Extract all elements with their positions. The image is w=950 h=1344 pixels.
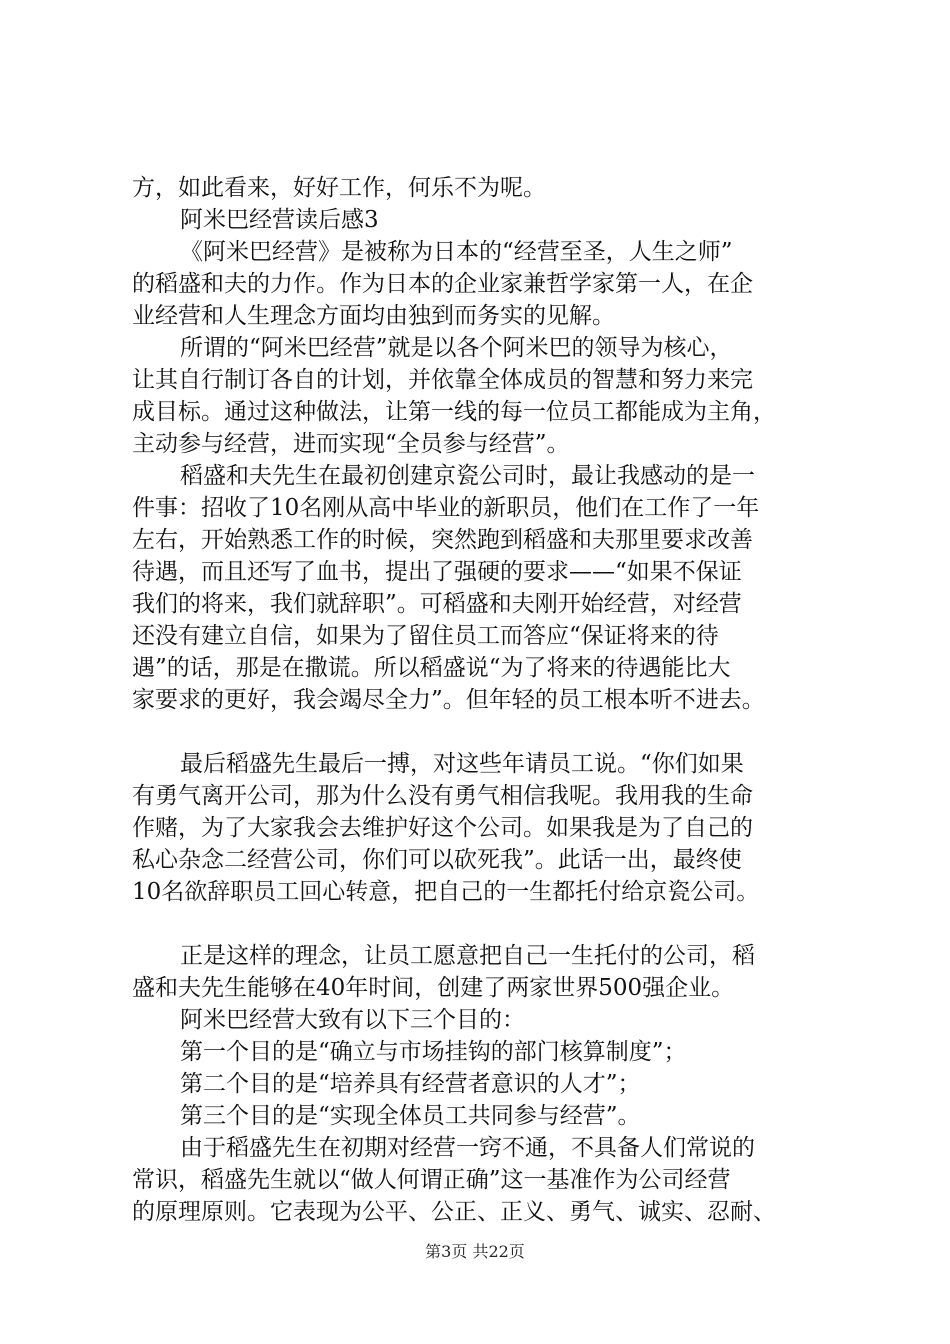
text-line: 还没有建立自信，如果为了留住员工而答应“保证将来的待 [132,623,719,649]
text-line: 常识，稻盛先生就以“做人何谓正确”这一基准作为公司经营 [132,1167,731,1193]
list-item: 第二个目的是“培养具有经营者意识的人才”； [180,1071,641,1097]
text-line: 遇”的话，那是在撒谎。所以稻盛说“为了将来的待遇能比大 [132,655,731,681]
text-line: 成目标。通过这种做法，让第一线的每一位员工都能成为主角， [132,399,776,425]
text-line: 由于稻盛先生在初期对经营一窍不通，不具备人们常说的 [180,1135,755,1161]
text-line: 家要求的更好，我会竭尽全力”。但年轻的员工根本听不进去。 [132,687,765,713]
text-line: 左右，开始熟悉工作的时候，突然跑到稻盛和夫那里要求改善 [132,527,753,553]
text-line: 《阿米巴经营》是被称为日本的“经营至圣，人生之师” [180,239,733,265]
text-line: 阿米巴经营大致有以下三个目的： [180,1007,525,1033]
text-line: 盛和夫先生能够在40年时间，创建了两家世界500强企业。 [132,975,735,1001]
text-line: 件事：招收了10名刚从高中毕业的新职员，他们在工作了一年 [132,495,760,521]
list-item: 第一个目的是“确立与市场挂钩的部门核算制度”； [180,1039,687,1065]
text-line: 的稻盛和夫的力作。作为日本的企业家兼哲学家第一人，在企 [132,271,753,297]
text-line: 让其自行制订各自的计划，并依靠全体成员的智慧和努力来完 [132,367,753,393]
text-line: 作赌，为了大家我会去维护好这个公司。如果我是为了自己的 [132,815,753,841]
paragraph-gap [132,716,832,748]
section-heading: 阿米巴经营读后感3 [180,207,379,233]
text-line: 最后稻盛先生最后一搏，对这些年请员工说。“你们如果 [180,751,744,777]
text-line: 业经营和人生理念方面均由独到而务实的见解。 [132,303,615,329]
text-line: 待遇，而且还写了血书，提出了强硬的要求——“如果不保证 [132,559,742,585]
text-line: 正是这样的理念，让员工愿意把自己一生托付的公司，稻 [180,943,755,969]
page-number-footer: 第3页 共22页 [425,1242,525,1261]
document-body [132,172,832,1228]
text-line: 有勇气离开公司，那为什么没有勇气相信我呢。我用我的生命 [132,783,753,809]
text-line: 10名欲辞职员工回心转意，把自己的一生都托付给京瓷公司。 [132,879,760,905]
text-line: 我们的将来，我们就辞职”。可稻盛和夫刚开始经营，对经营 [132,591,742,617]
text-line: 稻盛和夫先生在最初创建京瓷公司时，最让我感动的是一 [180,463,755,489]
paragraph-gap [132,908,832,940]
text-line: 所谓的“阿米巴经营”就是以各个阿米巴的领导为核心， [180,335,733,361]
text-line: 私心杂念二经营公司，你们可以砍死我”。此话一出，最终使 [132,847,742,873]
text-line: 的原理原则。它表现为公平、公正、正义、勇气、诚实、忍耐、 [132,1199,776,1225]
text-line: 主动参与经营，进而实现“全员参与经营”。 [132,431,570,457]
text-line: 方，如此看来，好好工作，何乐不为呢。 [132,175,546,201]
list-item: 第三个目的是“实现全体员工共同参与经营”。 [180,1103,641,1129]
